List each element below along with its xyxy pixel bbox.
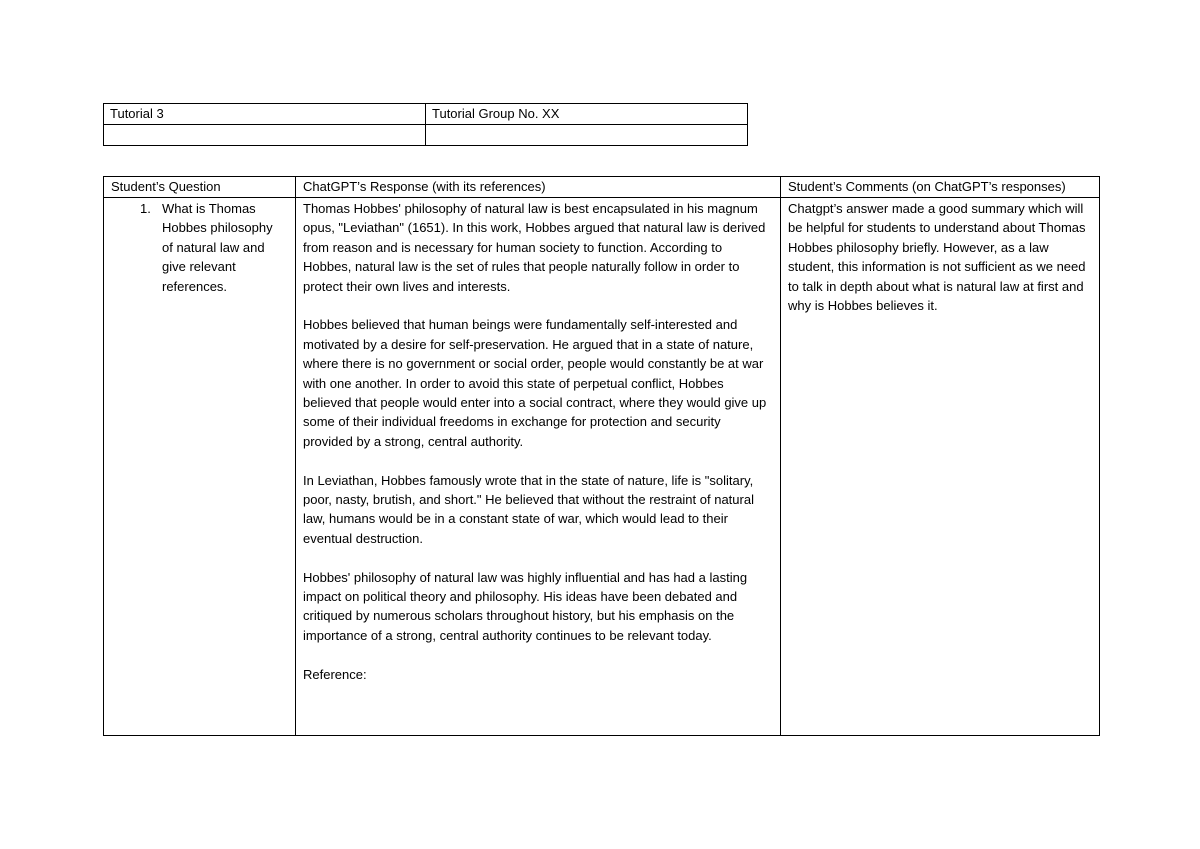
- table-row: [104, 198, 1100, 736]
- response-paragraph-1: Thomas Hobbes' philosophy of natural law is best encapsulated in his magnum opus, "Leviathan" (1651). In this work, Hobbes argued that natural law is derived from reason and is necessary for human society to function. According to Hobbes, natural law is the set of rules that people naturally follow in order to protect their own lives and interests.: [303, 201, 766, 294]
- column-header-question: Student’s Question: [104, 177, 296, 198]
- header-row-1: [104, 104, 748, 125]
- response-paragraph-2: Hobbes believed that human beings were fundamentally self-interested and motivated by a desire for self-preservation. He argued that in a state of nature, where there is no government or social order, people would constantly be at war with one another. In order to avoid this state of perpetual conflict, Hobbes believed that people would enter into a social contract, where they would give up some of their individual freedoms in exchange for protection and security provided by a strong, central authority.: [303, 317, 767, 449]
- question-number: 1.: [140, 201, 151, 216]
- numbered-question: [111, 199, 288, 296]
- header-empty-cell-right: [426, 125, 748, 146]
- header-empty-cell-left: [104, 125, 426, 146]
- table-header-row: [104, 177, 1100, 198]
- student-comment-text: Chatgpt’s answer made a good summary which will be helpful for students to understand about Thomas Hobbes philosophy briefly. However, as a law student, this information is not sufficient as we need to talk in depth about what is natural law at first and why is Hobbes believes it.: [788, 201, 1086, 314]
- response-cell: [296, 198, 781, 736]
- response-reference-label: Reference:: [303, 666, 367, 682]
- response-paragraph-3: In Leviathan, Hobbes famously wrote that in the state of nature, life is "solitary, poor, nasty, brutish, and short." He believed that without the restraint of natural law, humans would be in a constant state of war, which would lead to their eventual destruction.: [303, 472, 754, 546]
- response-paragraph-4: Hobbes' philosophy of natural law was highly influential and has had a lasting impact on political theory and philosophy. His ideas have been debated and critiqued by numerous scholars throughout history, but his emphasis on the importance of a strong, central authority continues to be relevant today.: [303, 569, 748, 643]
- tutorial-header-table: [103, 103, 748, 146]
- question-text: What is Thomas Hobbes philosophy of natural law and give relevant references.: [162, 201, 273, 294]
- column-header-response: ChatGPT’s Response (with its references): [296, 177, 781, 198]
- comment-cell: [781, 198, 1100, 736]
- tutorial-number-cell: Tutorial 3: [104, 104, 426, 125]
- question-cell: [104, 198, 296, 736]
- tutorial-group-cell: Tutorial Group No. XX: [426, 104, 748, 125]
- column-header-comments: Student’s Comments (on ChatGPT’s responses): [781, 177, 1100, 198]
- chatgpt-evaluation-table: [103, 176, 1100, 736]
- header-row-2: [104, 125, 748, 146]
